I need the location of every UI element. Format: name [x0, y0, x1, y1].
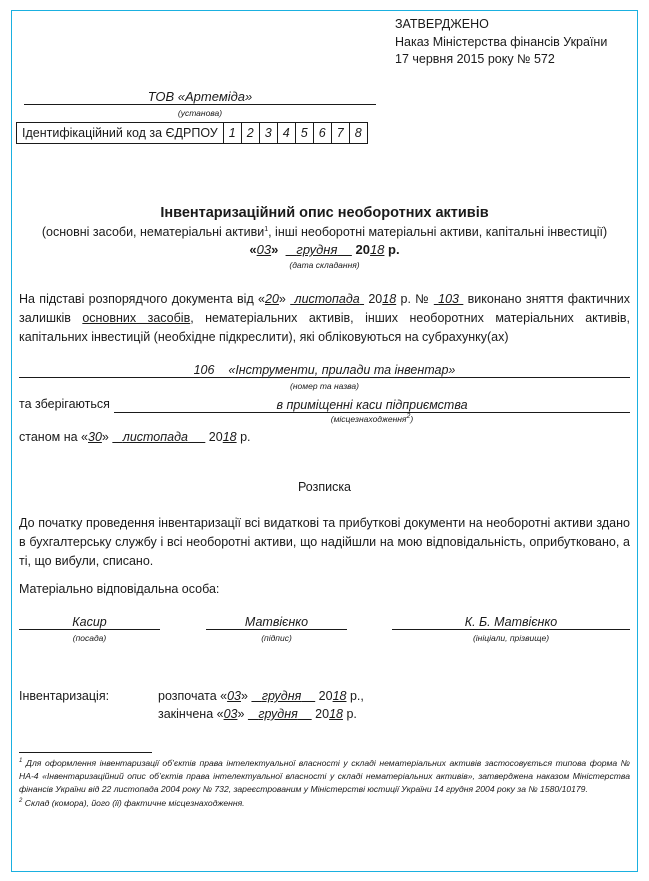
- as-of-year: 18: [222, 430, 237, 444]
- number-text: 103: [438, 292, 459, 306]
- signature-position-caption: (посада): [72, 633, 107, 643]
- order-number: [434, 292, 464, 306]
- month-text: грудня: [258, 707, 298, 721]
- subaccount-number: 106: [193, 363, 215, 377]
- approval-block: [395, 16, 607, 69]
- finished-day: 03: [223, 707, 238, 721]
- as-of-date: [19, 430, 251, 444]
- started-month: [251, 689, 315, 703]
- footnotes: [19, 757, 630, 810]
- signature-sign-caption: (підпис): [261, 633, 292, 643]
- footnote-text: Для оформлення інвентаризації об’єктів права інтелектуальної власності у складі нематеріальних активів застосовується типова форма № НА-4 «Інвентаризаційний опис об’єктів права інтелектуальної власності у складі нематеріальних активів», затверджена наказом Міністерства фінансів України від 22 листопада 2004 року № 732, зареєстрованим у Міністерстві юстиції України 14 грудня 2004 року за № 1580/10179.: [19, 758, 630, 795]
- signature-sign: Матвієнко: [206, 614, 347, 630]
- started-year: 18: [332, 689, 347, 703]
- date-year: 18: [369, 242, 385, 257]
- text: р.: [342, 707, 357, 721]
- caption-text: ): [410, 414, 414, 424]
- month-text: грудня: [261, 689, 302, 703]
- text: »: [237, 707, 248, 721]
- document-title: Інвентаризаційний опис необоротних активів: [160, 205, 489, 221]
- edrpou-table: [16, 122, 368, 144]
- edrpou-digit: 5: [295, 123, 313, 144]
- footnote-mark: 2: [19, 797, 23, 804]
- month-text: листопада: [294, 292, 360, 306]
- edrpou-digit: 7: [331, 123, 349, 144]
- subtitle-part: (основні засоби, нематеріальні активи: [41, 225, 265, 239]
- text: розпочата «: [158, 689, 228, 703]
- selected-asset-type: основних засобів: [82, 311, 191, 325]
- footnote-ref: 1: [264, 225, 269, 233]
- responsible-person-label: Матеріально відповідальна особа:: [19, 582, 220, 596]
- text: станом на «: [19, 430, 88, 444]
- storage-caption: [114, 414, 630, 424]
- footnote-1: [19, 757, 630, 797]
- as-of-day: 30: [88, 430, 102, 444]
- footnote-2: [19, 797, 630, 810]
- approval-date: 17 червня 2015 року № 572: [395, 52, 555, 66]
- edrpou-digit: 2: [241, 123, 259, 144]
- approval-order: Наказ Міністерства фінансів України: [395, 34, 608, 49]
- footnote-ref: 2: [406, 413, 411, 421]
- subaccount-caption: (номер та назва): [290, 381, 359, 391]
- order-year: 18: [382, 292, 397, 306]
- date-month: [286, 242, 352, 257]
- inventory-started: [158, 689, 364, 703]
- signature-name: К. Б. Матвієнко: [392, 614, 630, 630]
- text: закінчена «: [158, 707, 224, 721]
- basis-paragraph: [19, 290, 630, 347]
- signature-position: Касир: [19, 614, 160, 630]
- inventory-label: Інвентаризація:: [19, 689, 110, 703]
- text: »: [241, 689, 252, 703]
- footnote-divider: [19, 752, 152, 753]
- storage-location: в приміщенні каси підприємства: [114, 397, 630, 413]
- order-day: 20: [265, 292, 279, 306]
- month-text: листопада: [122, 430, 188, 444]
- text: »: [101, 430, 113, 444]
- signature-name-caption: (ініціали, прізвище): [472, 633, 550, 643]
- edrpou-digit: 1: [223, 123, 241, 144]
- text: На підставі розпорядчого документа від «: [19, 292, 266, 306]
- footnote-mark: 1: [19, 758, 23, 765]
- subtitle-part: , інші необоротні матеріальні активи, капітальні інвестиції): [268, 225, 608, 239]
- text: , нематеріальних активів, інших необоротних матеріальних активів, капітальних інвестицій (необхідне підкреслити), які обліковуються на субрахунку(ах): [19, 311, 630, 344]
- text: р. №: [396, 292, 434, 306]
- year-prefix: 20: [355, 242, 370, 257]
- document-subtitle: [11, 225, 638, 239]
- quote: «: [249, 242, 257, 257]
- inventory-finished: [158, 707, 357, 721]
- text: виконано зняття фактичних залишків: [19, 292, 630, 325]
- edrpou-digit: 6: [313, 123, 331, 144]
- month-text: грудня: [296, 242, 338, 257]
- subaccount-field: [19, 362, 630, 378]
- text: »: [278, 292, 291, 306]
- as-of-month: [112, 430, 205, 444]
- date-day: 03: [256, 242, 272, 257]
- storage-label: та зберігаються: [19, 397, 110, 411]
- quote: »: [271, 242, 279, 257]
- approval-title: ЗАТВЕРДЖЕНО: [395, 17, 489, 31]
- caption-text: (місцезнаходження: [330, 414, 407, 424]
- text: р.,: [346, 689, 364, 703]
- finished-year: 18: [329, 707, 343, 721]
- order-month: [290, 292, 364, 306]
- text: р.: [236, 430, 251, 444]
- year-suffix: р.: [384, 242, 400, 257]
- finished-month: [248, 707, 312, 721]
- organization-name: ТОВ «Артеміда»: [24, 88, 376, 105]
- subaccount-name: «Інструменти, прилади та інвентар»: [228, 363, 456, 377]
- compilation-date: [11, 242, 638, 257]
- edrpou-digit: 8: [349, 123, 367, 144]
- text: 20: [208, 430, 223, 444]
- text: 20: [368, 292, 383, 306]
- organization-caption: (установа): [177, 108, 223, 118]
- started-day: 03: [227, 689, 241, 703]
- edrpou-label: Ідентифікаційний код за ЄДРПОУ: [17, 123, 224, 144]
- edrpou-digit: 3: [259, 123, 277, 144]
- footnote-text: Склад (комора), його (її) фактичне місцезнаходження.: [22, 797, 245, 808]
- receipt-title: Розписка: [297, 480, 352, 494]
- text: 20: [315, 707, 330, 721]
- text: 20: [318, 689, 333, 703]
- receipt-text: До початку проведення інвентаризації всі видаткові та прибуткові документи на необоротні активи здано в бухгалтерську службу і всі необоротні активи, що надійшли на мою відповідальність, оприбутковано, а ті, що вибули, списано.: [19, 516, 630, 568]
- date-caption: (дата складання): [289, 260, 360, 270]
- edrpou-digit: 4: [277, 123, 295, 144]
